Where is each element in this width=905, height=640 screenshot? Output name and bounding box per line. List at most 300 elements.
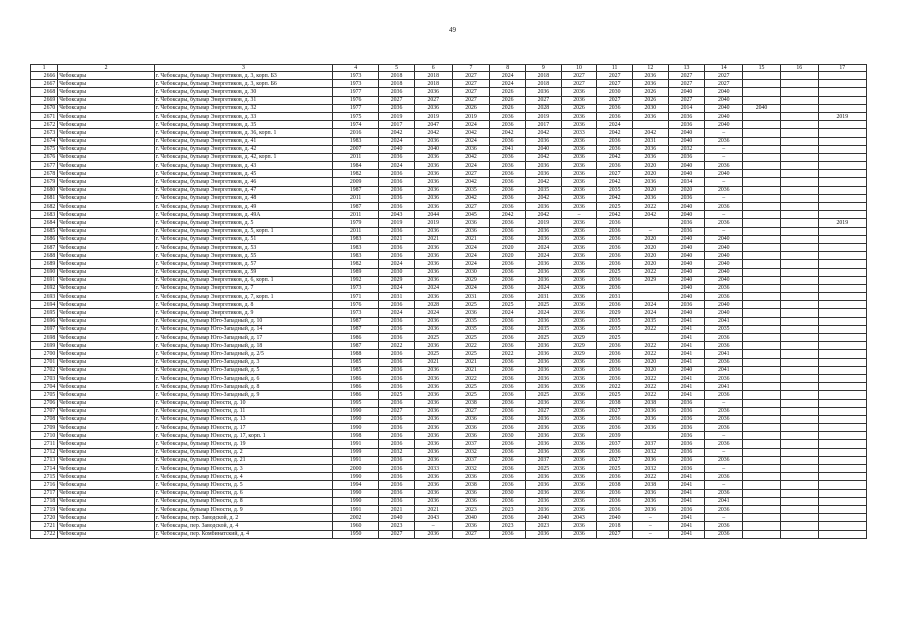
year-cell — [780, 481, 818, 489]
year-cell — [743, 497, 781, 505]
year-cell — [743, 440, 781, 448]
year-cell: 2028 — [414, 301, 452, 309]
year-cell: 2026 — [490, 88, 526, 96]
year-cell: 2029 — [452, 276, 490, 284]
year-cell — [743, 350, 781, 358]
year-cell — [818, 407, 866, 415]
year-cell: – — [414, 522, 452, 530]
year-cell — [818, 440, 866, 448]
year-cell — [780, 235, 818, 243]
row-number-cell: 2710 — [31, 432, 58, 440]
row-number-cell: 2671 — [31, 112, 58, 120]
year-cell: 2036 — [379, 88, 415, 96]
city-cell: Чебоксары — [58, 178, 155, 186]
year-cell — [743, 399, 781, 407]
table-row — [31, 530, 867, 538]
year-cell: 2024 — [452, 137, 490, 145]
year-cell: 2040 — [668, 88, 705, 96]
year-cell — [743, 145, 781, 153]
year-cell: 2042 — [597, 178, 633, 186]
year-cell: 2042 — [452, 178, 490, 186]
year-cell: 2022 — [379, 342, 415, 350]
year-cell: 2014 — [668, 104, 705, 112]
year-cell — [818, 129, 866, 137]
year-cell — [818, 284, 866, 292]
address-cell: г. Чебоксары, бульвар Энергетиков, д. 32 — [154, 104, 332, 112]
year-cell: – — [705, 399, 743, 407]
year-cell: 2024 — [414, 284, 452, 292]
year-cell — [818, 178, 866, 186]
year-cell: 2032 — [633, 465, 669, 473]
city-cell: Чебоксары — [58, 481, 155, 489]
year-cell: 2036 — [379, 424, 415, 432]
year-cell — [818, 350, 866, 358]
year-cell: 2042 — [597, 194, 633, 202]
year-cell: 2026 — [561, 104, 597, 112]
year-cell: 2040 — [705, 104, 743, 112]
year-cell: 2038 — [452, 481, 490, 489]
year-cell: 2036 — [668, 407, 705, 415]
year-cell: 2036 — [561, 415, 597, 423]
year-cell — [780, 317, 818, 325]
year-cell: 2024 — [597, 121, 633, 129]
year-cell — [743, 194, 781, 202]
year-cell: – — [633, 227, 669, 235]
year-cell: 2041 — [668, 530, 705, 538]
year-cell: 2018 — [414, 80, 452, 88]
year-cell: 2029 — [561, 342, 597, 350]
year-cell: 2042 — [633, 129, 669, 137]
year-cell: 2036 — [379, 456, 415, 464]
year-cell — [780, 514, 818, 522]
year-cell: 2035 — [633, 317, 669, 325]
year-cell — [780, 129, 818, 137]
year-cell: 2036 — [379, 366, 415, 374]
year-cell: 2036 — [705, 391, 743, 399]
year-cell: 1994 — [333, 481, 379, 489]
year-cell: 2036 — [597, 260, 633, 268]
year-cell: 1973 — [333, 72, 379, 80]
city-cell: Чебоксары — [58, 227, 155, 235]
city-cell: Чебоксары — [58, 284, 155, 292]
year-cell: 2036 — [668, 432, 705, 440]
year-cell: 2027 — [526, 96, 562, 104]
year-cell: 2045 — [452, 211, 490, 219]
year-cell: 2036 — [526, 448, 562, 456]
year-cell: 2036 — [668, 153, 705, 161]
year-cell — [780, 530, 818, 538]
year-cell: 2036 — [414, 456, 452, 464]
year-cell: 2036 — [561, 317, 597, 325]
year-cell — [780, 284, 818, 292]
address-cell: г. Чебоксары, бульвар Юности, д. 6 — [154, 489, 332, 497]
year-cell: – — [705, 465, 743, 473]
year-cell: 2036 — [561, 374, 597, 382]
year-cell — [780, 358, 818, 366]
row-number-cell: 2721 — [31, 522, 58, 530]
year-cell: 2036 — [490, 276, 526, 284]
year-cell: 2025 — [597, 465, 633, 473]
year-cell: 2036 — [633, 424, 669, 432]
year-cell: 2036 — [705, 342, 743, 350]
city-cell: Чебоксары — [58, 415, 155, 423]
city-cell: Чебоксары — [58, 317, 155, 325]
year-cell: 1979 — [333, 219, 379, 227]
city-cell: Чебоксары — [58, 235, 155, 243]
year-cell: 2036 — [705, 505, 743, 513]
column-header: 10 — [561, 65, 597, 72]
year-cell: 2036 — [490, 366, 526, 374]
year-cell — [818, 391, 866, 399]
year-cell: 2040 — [379, 514, 415, 522]
year-cell: 2035 — [597, 186, 633, 194]
year-cell: 2036 — [668, 227, 705, 235]
year-cell: 2024 — [526, 309, 562, 317]
address-cell: г. Чебоксары, бульвар Энергетиков, д. 49А — [154, 211, 332, 219]
city-cell: Чебоксары — [58, 194, 155, 202]
year-cell: 2027 — [452, 72, 490, 80]
year-cell: 2036 — [668, 440, 705, 448]
address-cell: г. Чебоксары, бульвар Энергетиков, д. 3, корп. Б6 — [154, 80, 332, 88]
year-cell: 2020 — [633, 235, 669, 243]
row-number-cell: 2666 — [31, 72, 58, 80]
row-number-cell: 2694 — [31, 301, 58, 309]
year-cell: 2024 — [379, 309, 415, 317]
year-cell: 2024 — [633, 301, 669, 309]
year-cell — [743, 227, 781, 235]
city-cell: Чебоксары — [58, 243, 155, 251]
year-cell: 2021 — [452, 235, 490, 243]
year-cell: 2041 — [705, 350, 743, 358]
year-cell: 2036 — [526, 505, 562, 513]
year-cell: 2024 — [490, 80, 526, 88]
year-cell: 2040 — [668, 203, 705, 211]
year-cell: 2040 — [668, 260, 705, 268]
year-cell: 2036 — [379, 194, 415, 202]
column-header: 17 — [818, 65, 866, 72]
year-cell: 2036 — [414, 481, 452, 489]
year-cell: 2024 — [526, 284, 562, 292]
city-cell: Чебоксары — [58, 162, 155, 170]
year-cell: 2036 — [561, 243, 597, 251]
year-cell — [780, 260, 818, 268]
row-number-cell: 2679 — [31, 178, 58, 186]
year-cell: 2036 — [561, 112, 597, 120]
table-row — [31, 448, 867, 456]
year-cell: 2040 — [705, 309, 743, 317]
year-cell: 2020 — [668, 186, 705, 194]
year-cell: 1983 — [333, 252, 379, 260]
year-cell: 2036 — [379, 227, 415, 235]
year-cell: 2036 — [561, 309, 597, 317]
year-cell: 2020 — [633, 366, 669, 374]
year-cell: 2036 — [633, 194, 669, 202]
year-cell: 2036 — [705, 219, 743, 227]
year-cell: 2036 — [561, 497, 597, 505]
year-cell: 2035 — [705, 325, 743, 333]
year-cell: 2036 — [705, 137, 743, 145]
year-cell — [743, 489, 781, 497]
table-row — [31, 383, 867, 391]
year-cell: 2037 — [597, 440, 633, 448]
year-cell: 2040 — [526, 514, 562, 522]
year-cell: 2027 — [597, 456, 633, 464]
address-cell: г. Чебоксары, бульвар Юности, д. 19 — [154, 440, 332, 448]
year-cell: 2026 — [633, 96, 669, 104]
year-cell — [743, 170, 781, 178]
year-cell — [780, 325, 818, 333]
year-cell — [780, 456, 818, 464]
year-cell: 2024 — [379, 137, 415, 145]
year-cell: – — [633, 522, 669, 530]
column-header: 13 — [668, 65, 705, 72]
year-cell — [780, 276, 818, 284]
year-cell: 2011 — [333, 211, 379, 219]
year-cell — [743, 473, 781, 481]
year-cell: 2036 — [526, 276, 562, 284]
year-cell: 2036 — [597, 243, 633, 251]
year-cell: 2036 — [526, 415, 562, 423]
year-cell: 2036 — [490, 178, 526, 186]
year-cell: 2030 — [490, 489, 526, 497]
year-cell: 2018 — [379, 72, 415, 80]
row-number-cell: 2701 — [31, 358, 58, 366]
year-cell — [818, 137, 866, 145]
year-cell: 2030 — [452, 268, 490, 276]
year-cell: 2002 — [333, 514, 379, 522]
year-cell — [743, 424, 781, 432]
row-number-cell: 2677 — [31, 162, 58, 170]
year-cell: 2036 — [490, 424, 526, 432]
city-cell: Чебоксары — [58, 432, 155, 440]
year-cell — [743, 309, 781, 317]
city-cell: Чебоксары — [58, 121, 155, 129]
table-row — [31, 186, 867, 194]
year-cell: 2025 — [414, 350, 452, 358]
table-row — [31, 342, 867, 350]
year-cell: 2022 — [633, 391, 669, 399]
year-cell — [743, 268, 781, 276]
row-number-cell: 2712 — [31, 448, 58, 456]
year-cell: 2036 — [452, 227, 490, 235]
year-cell: 2036 — [490, 227, 526, 235]
year-cell: 2036 — [705, 203, 743, 211]
year-cell: 2036 — [414, 268, 452, 276]
row-number-cell: 2686 — [31, 235, 58, 243]
year-cell — [780, 162, 818, 170]
year-cell — [743, 162, 781, 170]
year-cell: – — [705, 432, 743, 440]
year-cell: 2027 — [452, 203, 490, 211]
year-cell — [780, 80, 818, 88]
row-number-cell: 2706 — [31, 399, 58, 407]
year-cell: 2022 — [633, 203, 669, 211]
address-cell: г. Чебоксары, бульвар Энергетиков, д. 48 — [154, 194, 332, 202]
row-number-cell: 2711 — [31, 440, 58, 448]
year-cell: 2019 — [818, 112, 866, 120]
year-cell: 2043 — [561, 514, 597, 522]
address-cell: г. Чебоксары, бульвар Юго-Западный, д. 10 — [154, 317, 332, 325]
year-cell — [780, 448, 818, 456]
table-row — [31, 276, 867, 284]
year-cell: 1986 — [333, 391, 379, 399]
year-cell: 2021 — [414, 358, 452, 366]
year-cell: 2036 — [561, 219, 597, 227]
table-row — [31, 391, 867, 399]
year-cell — [780, 186, 818, 194]
year-cell: 2041 — [705, 497, 743, 505]
year-cell: 2036 — [561, 170, 597, 178]
table-row — [31, 497, 867, 505]
row-number-cell: 2695 — [31, 309, 58, 317]
year-cell: 2040 — [452, 514, 490, 522]
address-cell: г. Чебоксары, бульвар Энергетиков, д. 45 — [154, 170, 332, 178]
year-cell: 2036 — [597, 473, 633, 481]
row-number-cell: 2691 — [31, 276, 58, 284]
row-number-cell: 2692 — [31, 284, 58, 292]
year-cell: 2036 — [490, 399, 526, 407]
year-cell: 2036 — [633, 456, 669, 464]
year-cell: 2036 — [597, 162, 633, 170]
table-row — [31, 317, 867, 325]
table-row — [31, 407, 867, 415]
year-cell: 2031 — [633, 137, 669, 145]
city-cell: Чебоксары — [58, 80, 155, 88]
year-cell — [780, 391, 818, 399]
year-cell: 2041 — [668, 522, 705, 530]
address-cell: г. Чебоксары, бульвар Энергетиков, д. 5, корп. 1 — [154, 227, 332, 235]
year-cell: 2036 — [561, 489, 597, 497]
table-row — [31, 104, 867, 112]
year-cell: 2018 — [526, 72, 562, 80]
year-cell: 2036 — [414, 194, 452, 202]
year-cell: 2047 — [414, 121, 452, 129]
row-number-cell: 2693 — [31, 293, 58, 301]
city-cell: Чебоксары — [58, 448, 155, 456]
year-cell: 2017 — [526, 121, 562, 129]
year-cell: 2042 — [526, 194, 562, 202]
year-cell: 2041 — [705, 366, 743, 374]
row-number-cell: 2718 — [31, 497, 58, 505]
table-row — [31, 301, 867, 309]
address-cell: г. Чебоксары, бульвар Энергетиков, д. 33 — [154, 112, 332, 120]
year-cell — [818, 194, 866, 202]
year-cell — [780, 153, 818, 161]
year-cell: 2036 — [597, 137, 633, 145]
year-cell — [780, 137, 818, 145]
year-cell: 2027 — [561, 80, 597, 88]
year-cell: 2036 — [633, 505, 669, 513]
row-number-cell: 2667 — [31, 80, 58, 88]
year-cell: 2041 — [668, 489, 705, 497]
address-cell: г. Чебоксары, бульвар Юности, д. 17, корп. 1 — [154, 432, 332, 440]
year-cell: 2022 — [452, 374, 490, 382]
year-cell: 2036 — [490, 415, 526, 423]
year-cell: – — [705, 514, 743, 522]
year-cell: 2040 — [668, 293, 705, 301]
year-cell: 2040 — [705, 243, 743, 251]
year-cell: 2021 — [379, 235, 415, 243]
year-cell: 2036 — [633, 415, 669, 423]
year-cell: 2023 — [526, 522, 562, 530]
column-header: 7 — [452, 65, 490, 72]
year-cell: 2036 — [633, 145, 669, 153]
year-cell: 2032 — [452, 448, 490, 456]
year-cell: 2036 — [414, 227, 452, 235]
row-number-cell: 2689 — [31, 260, 58, 268]
year-cell: 2022 — [633, 374, 669, 382]
year-cell — [743, 72, 781, 80]
year-cell: 2019 — [379, 112, 415, 120]
year-cell: 2036 — [597, 358, 633, 366]
year-cell — [818, 170, 866, 178]
year-cell: 2032 — [633, 448, 669, 456]
year-cell — [818, 96, 866, 104]
year-cell: 2029 — [379, 276, 415, 284]
year-cell: 2024 — [452, 243, 490, 251]
year-cell: 2036 — [597, 415, 633, 423]
address-cell: г. Чебоксары, бульвар Энергетиков, д. 5 — [154, 219, 332, 227]
year-cell — [818, 235, 866, 243]
row-number-cell: 2678 — [31, 170, 58, 178]
address-cell: г. Чебоксары, бульвар Юности, д. 17 — [154, 424, 332, 432]
year-cell: 2020 — [633, 170, 669, 178]
city-cell: Чебоксары — [58, 268, 155, 276]
year-cell: 1971 — [333, 293, 379, 301]
year-cell: 2036 — [561, 88, 597, 96]
year-cell: 2036 — [379, 301, 415, 309]
year-cell: 2036 — [452, 489, 490, 497]
year-cell: 2036 — [561, 530, 597, 538]
row-number-cell: 2675 — [31, 145, 58, 153]
year-cell — [780, 465, 818, 473]
city-cell: Чебоксары — [58, 465, 155, 473]
year-cell: 2035 — [597, 317, 633, 325]
year-cell — [780, 374, 818, 382]
year-cell: 2024 — [414, 309, 452, 317]
row-number-cell: 2703 — [31, 374, 58, 382]
year-cell: 2019 — [526, 219, 562, 227]
year-cell — [818, 227, 866, 235]
year-cell: 2036 — [705, 530, 743, 538]
year-cell: 1973 — [333, 80, 379, 88]
year-cell — [780, 407, 818, 415]
year-cell: 1995 — [333, 399, 379, 407]
year-cell: 2036 — [668, 415, 705, 423]
year-cell: 2040 — [668, 276, 705, 284]
year-cell: 1982 — [333, 170, 379, 178]
year-cell: 2036 — [379, 358, 415, 366]
year-cell — [780, 342, 818, 350]
year-cell: 2040 — [668, 252, 705, 260]
address-cell: г. Чебоксары, бульвар Энергетиков, д. 59 — [154, 268, 332, 276]
year-cell — [743, 325, 781, 333]
year-cell: 2027 — [597, 72, 633, 80]
address-cell: г. Чебоксары, бульвар Юго-Западный, д. 5 — [154, 366, 332, 374]
year-cell: 2042 — [490, 129, 526, 137]
year-cell: 2036 — [561, 432, 597, 440]
address-cell: г. Чебоксары, бульвар Юго-Западный, д. 14 — [154, 325, 332, 333]
year-cell: 2027 — [597, 96, 633, 104]
year-cell: 1987 — [333, 203, 379, 211]
table-row — [31, 350, 867, 358]
table-row — [31, 227, 867, 235]
year-cell: 2036 — [561, 481, 597, 489]
city-cell: Чебоксары — [58, 383, 155, 391]
year-cell — [780, 424, 818, 432]
column-header: 5 — [379, 65, 415, 72]
year-cell: 2025 — [452, 391, 490, 399]
